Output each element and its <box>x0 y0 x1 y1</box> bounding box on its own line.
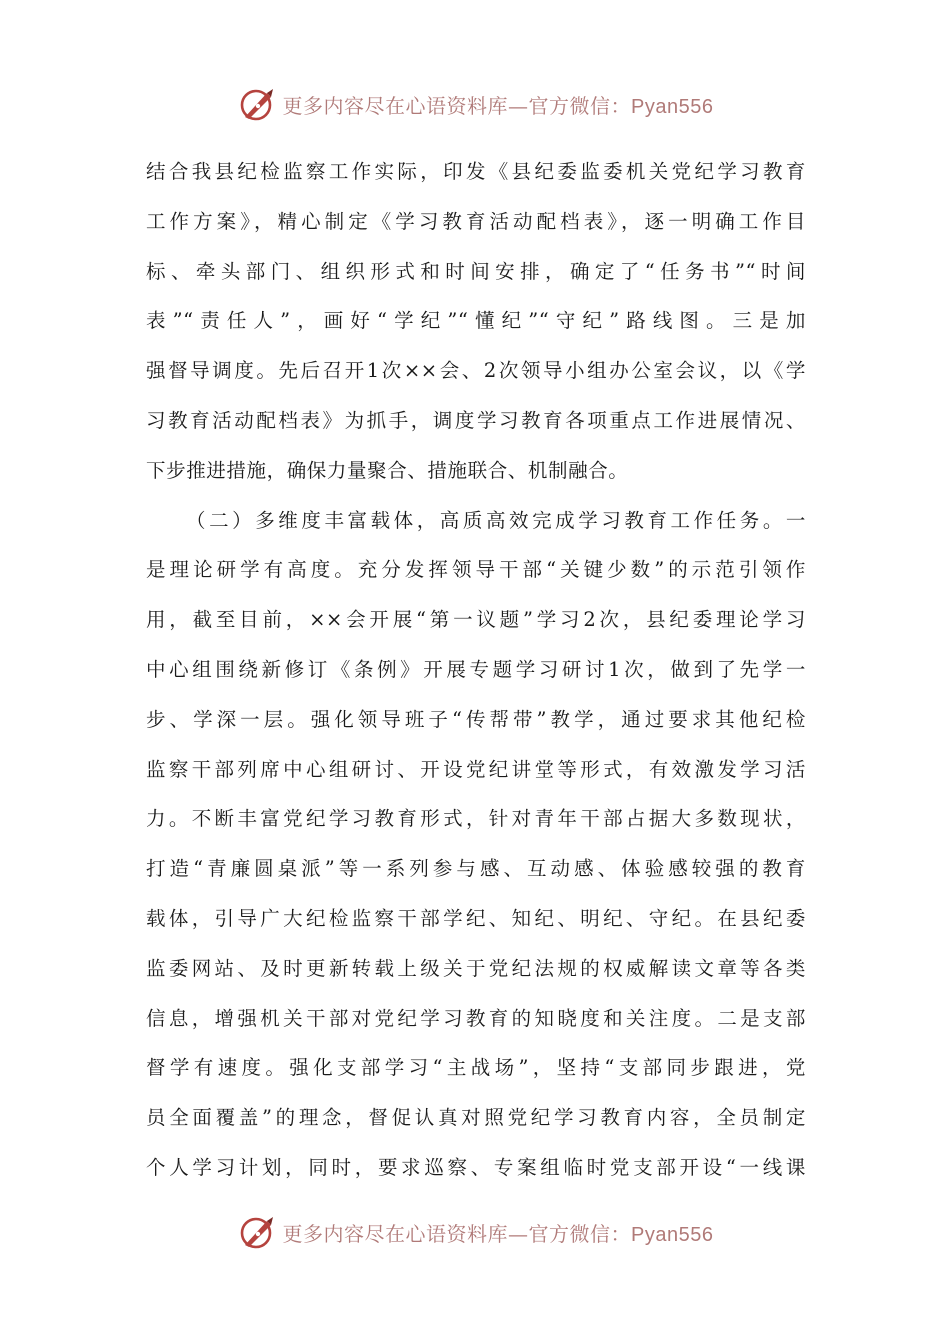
text-line: 结合我县纪检监察工作实际，印发《县纪委监委机关党纪学习教育 <box>146 160 806 183</box>
section-heading-line: （二）多维度丰富载体，高质高效完成学习教育工作任务。一 <box>186 508 806 532</box>
pen-nib-circle-icon <box>237 84 277 124</box>
text-line: 表”“责任人”，画好“学纪”“懂纪”“守纪”路线图。三是加 <box>146 309 806 333</box>
text-line: 用，截至目前，××会开展“第一议题”学习2次，县纪委理论学习 <box>146 608 806 632</box>
header-watermark <box>0 80 950 128</box>
text-line: 工作方案》，精心制定《学习教育活动配档表》，逐一明确工作目 <box>146 209 806 233</box>
text-line: 打造“青廉圆桌派”等一系列参与感、互动感、体验感较强的教育 <box>146 857 806 881</box>
text-line: 强督导调度。先后召开1次××会、2次领导小组办公室会议，以《学 <box>146 359 806 383</box>
watermark-text: 更多内容尽在心语资料库—官方微信：Pyan556 <box>282 1221 714 1246</box>
document-body <box>146 147 806 1193</box>
pen-nib-circle-icon <box>237 1212 277 1252</box>
text-line: 力。不断丰富党纪学习教育形式，针对青年干部占据大多数现状， <box>146 807 806 831</box>
text-line: 载体，引导广大纪检监察干部学纪、知纪、明纪、守纪。在县纪委 <box>146 906 806 930</box>
text-line: 习教育活动配档表》为抓手，调度学习教育各项重点工作进展情况、 <box>146 408 806 432</box>
footer-watermark <box>0 1208 950 1256</box>
text-line: 中心组围绕新修订《条例》开展专题学习研讨1次，做到了先学一 <box>146 657 806 681</box>
text-line: 是理论研学有高度。充分发挥领导干部“关键少数”的示范引领作 <box>146 558 806 582</box>
text-line: 信息，增强机关干部对党纪学习教育的知晓度和关注度。二是支部 <box>146 1006 806 1030</box>
text-line: 个人学习计划，同时，要求巡察、专案组临时党支部开设“一线课 <box>146 1155 806 1179</box>
text-line: 监察干部列席中心组研讨、开设党纪讲堂等形式，有效激发学习活 <box>146 757 806 781</box>
text-line: 监委网站、及时更新转载上级关于党纪法规的权威解读文章等各类 <box>146 956 806 980</box>
text-line: 标、牵头部门、组织形式和时间安排，确定了“任务书”“时间 <box>146 259 806 283</box>
text-line: 督学有速度。强化支部学习“主战场”，坚持“支部同步跟进，党 <box>146 1056 806 1080</box>
text-line: 员全面覆盖”的理念，督促认真对照党纪学习教育内容，全员制定 <box>146 1106 806 1130</box>
watermark-text: 更多内容尽在心语资料库—官方微信：Pyan556 <box>282 93 714 118</box>
text-line: 步、学深一层。强化领导班子“传帮带”教学，通过要求其他纪检 <box>146 707 806 731</box>
text-line: 下步推进措施，确保力量聚合、措施联合、机制融合。 <box>146 458 629 482</box>
